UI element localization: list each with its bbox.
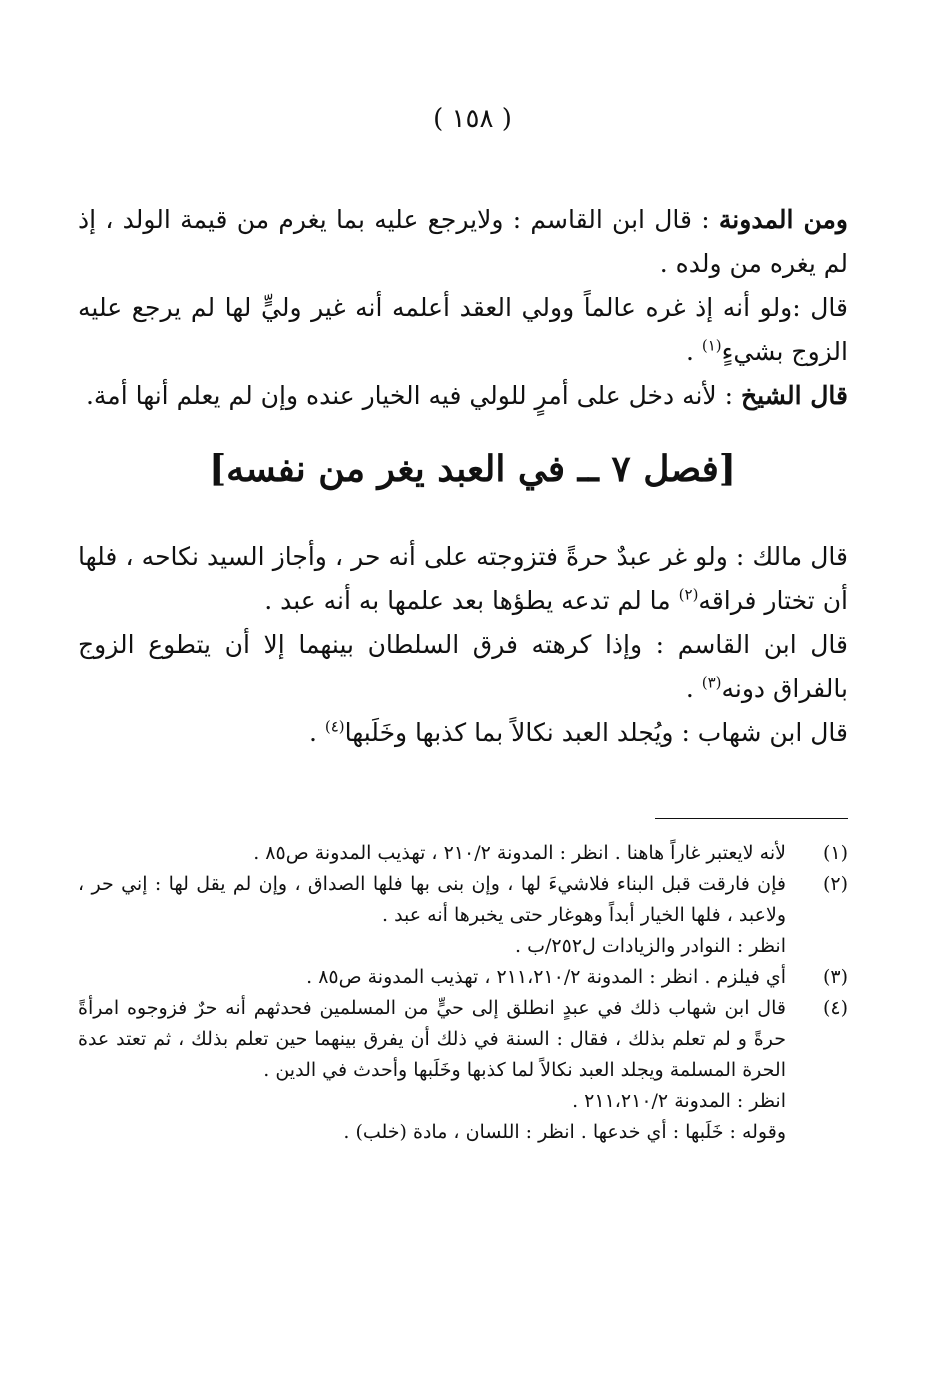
footnote-number: (٤)	[822, 997, 848, 1019]
paragraph	[78, 623, 848, 711]
section-title: [فصل ٧ ــ في العبد يغر من نفسه]	[209, 448, 736, 490]
footnote-ref[interactable]: (٣)	[701, 673, 722, 692]
footnote-divider	[655, 818, 848, 819]
footnote	[78, 962, 848, 993]
paragraph-text: قال ابن القاسم : وإذا كرهته فرق السلطان بينهما إلا أن يتطوع الزوج بالفراق دونه	[78, 630, 848, 703]
text-block-1	[78, 198, 848, 418]
footnote	[78, 869, 848, 962]
footnote	[78, 838, 848, 869]
text-block-2	[78, 535, 848, 755]
footnote-line: أي فيلزم . انظر : المدونة ٢١١،٢١٠/٢ ، تهذيب المدونة ص٨٥ .	[306, 966, 786, 988]
paragraph	[78, 711, 848, 755]
paragraph	[78, 535, 848, 623]
paragraph-text: : قال ابن القاسم : ولايرجع عليه بما يغرم من قيمة الولد ، إذ لم يغره من ولده .	[78, 205, 848, 278]
footnotes	[78, 838, 848, 1148]
footnote-ref[interactable]: (١)	[701, 336, 722, 355]
footnote-line: انظر : النوادر والزيادات ل٢٥٢/ب .	[515, 935, 786, 957]
paragraph-end: .	[308, 718, 325, 747]
footnote-number: (٢)	[822, 873, 848, 895]
bold-lead: قال الشيخ	[741, 381, 848, 410]
paragraph-text: قال :ولو أنه إذ غره عالماً وولي العقد أعلمه أنه غير وليٍّ لها لم يرجع عليه الزوج بشيءٍ	[78, 293, 848, 366]
footnote-line: قال ابن شهاب ذلك في عبدٍ انطلق إلى حيٍّ من المسلمين فحدثهم أنه حرٌ فزوجوه امرأةً حرةً و لم تعلم بذلك ، فقال : السنة في ذلك أن يفرق بينهما حين تعلم بذلك ، ثم تعتد عدة الحرة المسلمة ويجلد العبد نكالاً لما كذبها وخَلَبها وأحدث في الدين .	[78, 997, 786, 1081]
footnote-ref[interactable]: (٤)	[324, 717, 345, 736]
paragraph-text: : لأنه دخل على أمرٍ للولي فيه الخيار عنده وإن لم يعلم أنها أمة.	[85, 381, 734, 410]
paragraph	[78, 198, 848, 286]
footnote-number: (٣)	[822, 966, 848, 988]
footnote-line: فإن فارقت قبل البناء فلاشيءَ لها ، وإن بنى بها فلها الصداق ، وإن لم يقل لها : إني حر ، ولاعبد ، فلها الخيار أبداً وهوغار حتى يخبرها أنه عبد .	[78, 873, 786, 926]
paragraph	[78, 374, 848, 418]
paragraph-text: قال ابن شهاب : ويُجلد العبد نكالاً بما كذبها وخَلَبها	[344, 718, 848, 747]
page-number: ( ١٥٨ )	[433, 104, 512, 134]
footnote	[78, 993, 848, 1148]
section-heading	[0, 448, 945, 490]
paragraph-text: قال مالك : ولو غر عبدٌ حرةً فتزوجته على أنه حر ، وأجاز السيد نكاحه ، فلها أن تختار فراقه	[78, 542, 848, 615]
bold-lead: ومن المدونة	[718, 205, 848, 234]
paragraph-text: ما لم تدعه يطؤها بعد علمها به أنه عبد .	[264, 586, 679, 615]
paragraph-end: .	[685, 674, 702, 703]
footnote-line: لأنه لايعتبر غاراً هاهنا . انظر : المدونة ٢١٠/٢ ، تهذيب المدونة ص٨٥ .	[253, 842, 786, 864]
footnote-line: وقوله : خَلَبها : أي خدعها . انظر : اللسان ، مادة (خلب) .	[343, 1121, 786, 1143]
paragraph	[78, 286, 848, 374]
paragraph-end: .	[685, 337, 702, 366]
footnote-ref[interactable]: (٢)	[678, 585, 699, 604]
footnote-line: انظر : المدونة ٢١١،٢١٠/٢ .	[572, 1090, 786, 1112]
footnote-number: (١)	[822, 842, 848, 864]
